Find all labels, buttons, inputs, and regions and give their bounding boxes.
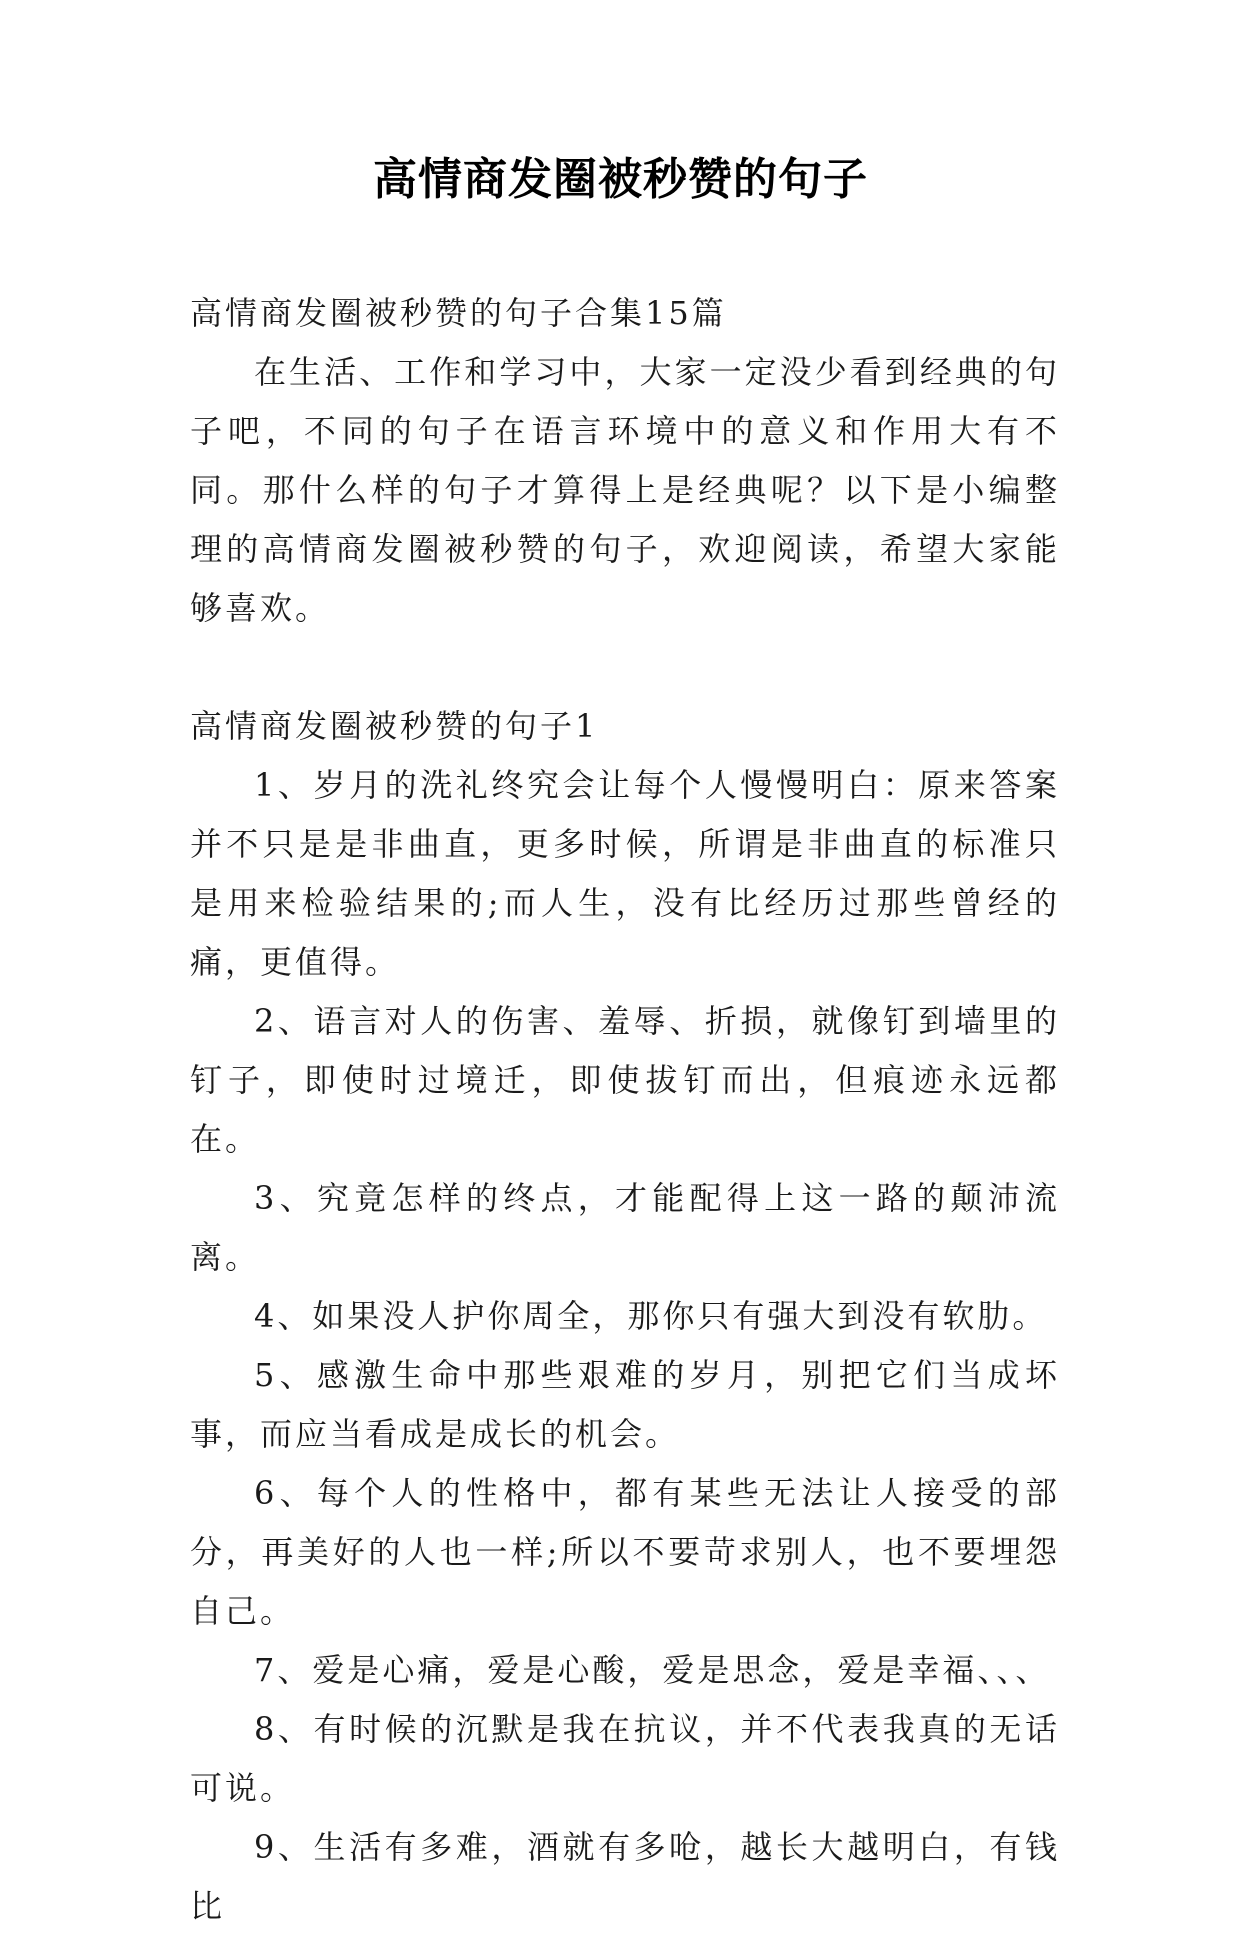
sentence-item: 9、生活有多难，酒就有多呛，越长大越明白，有钱比 [190, 1828, 1060, 1925]
sentence-item: 6、每个人的性格中，都有某些无法让人接受的部分，再美好的人也一样;所以不要苛求别人，也不要埋怨自己。 [190, 1474, 1060, 1630]
sentence-item: 7、爱是心痛，爱是心酸，爱是思念，爱是幸福、、、 [254, 1651, 1051, 1689]
document-body [190, 284, 1060, 1936]
sentence-item: 5、感激生命中那些艰难的岁月，别把它们当成坏事，而应当看成是成长的机会。 [190, 1356, 1060, 1453]
sentence-item: 8、有时候的沉默是我在抗议，并不代表我真的无话可说。 [190, 1710, 1060, 1807]
section-heading: 高情商发圈被秒赞的句子1 [190, 707, 599, 745]
sentence-item: 2、语言对人的伤害、羞辱、折损，就像钉到墙里的钉子，即使时过境迁，即使拔钉而出，但痕迹永远都在。 [190, 1002, 1060, 1158]
paragraph-spacer [190, 638, 1060, 697]
sentence-item: 4、如果没人护你周全，那你只有强大到没有软肋。 [254, 1297, 1048, 1335]
document-title: 高情商发圈被秒赞的句子 [373, 154, 868, 205]
document-subtitle: 高情商发圈被秒赞的句子合集15篇 [190, 294, 727, 332]
sentence-item: 1、岁月的洗礼终究会让每个人慢慢明白：原来答案并不只是是非曲直，更多时候，所谓是非曲直的标准只是用来检验结果的;而人生，没有比经历过那些曾经的痛，更值得。 [190, 766, 1060, 981]
intro-paragraph: 在生活、工作和学习中，大家一定没少看到经典的句子吧，不同的句子在语言环境中的意义和作用大有不同。那什么样的句子才算得上是经典呢？以下是小编整理的高情商发圈被秒赞的句子，欢迎阅读，希望大家能够喜欢。 [190, 353, 1060, 627]
sentence-item: 3、究竟怎样的终点，才能配得上这一路的颠沛流离。 [190, 1179, 1060, 1276]
